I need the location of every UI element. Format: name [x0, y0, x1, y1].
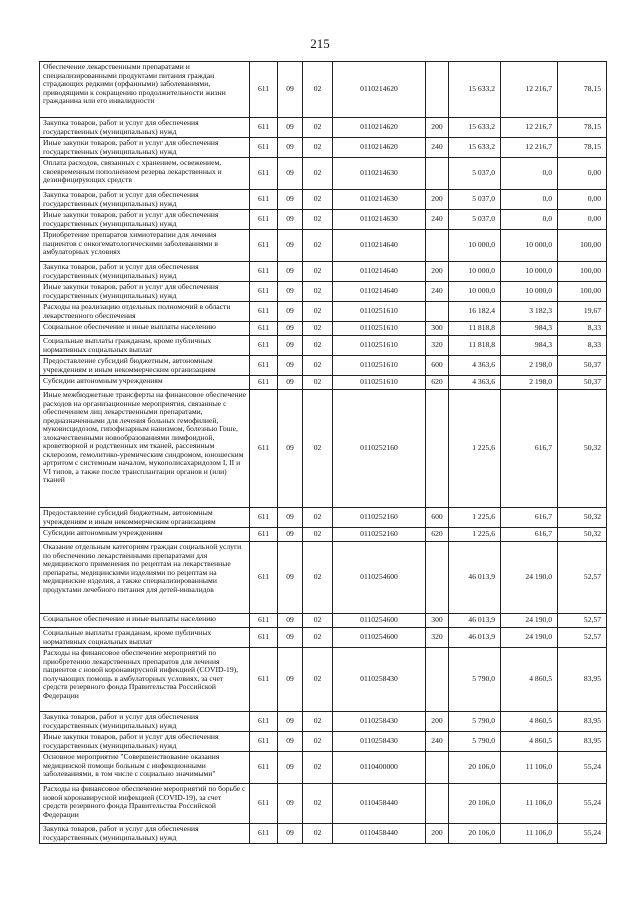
- executed-amount-cell: 3 182,3: [501, 302, 558, 322]
- expense-name-cell: Иные межбюджетные трансферты на финансовое обеспечение расходов на организационные мероприятия, связанные с обеспечением лиц лекарственными препаратами, предназначенными для лечения больных гемофилией, муковисцидозом, гипофизарным нанизмом, болезнью Гоше, злокачественными новообразованиями лимфоидной, кроветворной и родственных им тканей, рассеянным склерозом, гемолитико-уремическим синдромом, юношеским артритом с системным началом, мукополисахаридозом I, II и VI типов, а также после трансплантации органов и (или) тканей: [40, 390, 250, 508]
- execution-percent-cell: 50,37: [558, 356, 607, 376]
- executed-amount-cell: 2 198,0: [501, 356, 558, 376]
- target-article-cell: 0110214640: [333, 282, 426, 302]
- section-code-cell: 09: [278, 376, 303, 390]
- expense-name-cell: Социальные выплаты гражданам, кроме публичных нормативных социальных выплат: [40, 628, 250, 648]
- subsection-code-cell: 02: [303, 210, 333, 230]
- budget-table: [39, 61, 607, 844]
- subsection-code-cell: 02: [303, 648, 333, 712]
- ministry-code-cell: 611: [250, 528, 278, 542]
- expense-type-cell: 240: [426, 210, 449, 230]
- subsection-code-cell: 02: [303, 190, 333, 210]
- execution-percent-cell: 0,00: [558, 210, 607, 230]
- expense-name-cell: Расходы на финансовое обеспечение мероприятий по приобретению лекарственных препаратов для лечения пациентов с новой коронавирусной инфекцией (COVID-19), получающих помощь в амбулаторных условиях, за счет средств резервного фонда Правительства Российской Федерации: [40, 648, 250, 712]
- page-number: 215: [310, 36, 330, 51]
- executed-amount-cell: 984,3: [501, 322, 558, 336]
- table-row: [40, 230, 607, 262]
- expense-name-cell: Закупка товаров, работ и услуг для обеспечения государственных (муниципальных) нужд: [40, 190, 250, 210]
- expense-type-cell: [426, 542, 449, 614]
- expense-name-cell: Расходы на реализацию отдельных полномочий в области лекарственного обеспечения: [40, 302, 250, 322]
- section-code-cell: 09: [278, 158, 303, 190]
- expense-type-cell: 200: [426, 824, 449, 844]
- planned-amount-cell: 11 818,8: [449, 336, 501, 356]
- executed-amount-cell: 984,3: [501, 336, 558, 356]
- planned-amount-cell: 11 818,8: [449, 322, 501, 336]
- ministry-code-cell: 611: [250, 282, 278, 302]
- subsection-code-cell: 02: [303, 356, 333, 376]
- executed-amount-cell: 4 860,5: [501, 648, 558, 712]
- subsection-code-cell: 02: [303, 628, 333, 648]
- expense-type-cell: [426, 390, 449, 508]
- planned-amount-cell: 1 225,6: [449, 508, 501, 528]
- target-article-cell: 0110254600: [333, 542, 426, 614]
- expense-type-cell: 300: [426, 614, 449, 628]
- subsection-code-cell: 02: [303, 282, 333, 302]
- subsection-code-cell: 02: [303, 542, 333, 614]
- planned-amount-cell: 16 182,4: [449, 302, 501, 322]
- expense-type-cell: 620: [426, 376, 449, 390]
- target-article-cell: 0110400000: [333, 752, 426, 784]
- target-article-cell: 0110258430: [333, 648, 426, 712]
- expense-type-cell: [426, 752, 449, 784]
- expense-name-cell: Расходы на финансовое обеспечение мероприятий по борьбе с новой коронавирусной инфекцией (COVID-19), за счет средств резервного фонда Правительства Российской Федерации: [40, 784, 250, 824]
- ministry-code-cell: 611: [250, 628, 278, 648]
- target-article-cell: 0110252160: [333, 528, 426, 542]
- execution-percent-cell: 50,32: [558, 508, 607, 528]
- section-code-cell: 09: [278, 262, 303, 282]
- executed-amount-cell: 24 190,0: [501, 614, 558, 628]
- ministry-code-cell: 611: [250, 158, 278, 190]
- target-article-cell: 0110258430: [333, 732, 426, 752]
- execution-percent-cell: 100,00: [558, 282, 607, 302]
- table-row: [40, 336, 607, 356]
- subsection-code-cell: 02: [303, 230, 333, 262]
- subsection-code-cell: 02: [303, 262, 333, 282]
- executed-amount-cell: 2 198,0: [501, 376, 558, 390]
- ministry-code-cell: 611: [250, 336, 278, 356]
- table-row: [40, 752, 607, 784]
- table-row: [40, 302, 607, 322]
- section-code-cell: 09: [278, 784, 303, 824]
- ministry-code-cell: 611: [250, 262, 278, 282]
- expense-name-cell: Основное мероприятие "Совершенствование оказания медицинской помощи больным с инфекционными заболеваниями, в том числе с социально значимыми": [40, 752, 250, 784]
- planned-amount-cell: 5 037,0: [449, 158, 501, 190]
- section-code-cell: 09: [278, 752, 303, 784]
- target-article-cell: 0110458440: [333, 824, 426, 844]
- table-row: [40, 542, 607, 614]
- expense-name-cell: Иные закупки товаров, работ и услуг для обеспечения государственных (муниципальных) нужд: [40, 138, 250, 158]
- target-article-cell: 0110254600: [333, 628, 426, 648]
- execution-percent-cell: 83,95: [558, 648, 607, 712]
- executed-amount-cell: 10 000,0: [501, 282, 558, 302]
- execution-percent-cell: 50,32: [558, 390, 607, 508]
- expense-type-cell: 200: [426, 118, 449, 138]
- expense-name-cell: Иные закупки товаров, работ и услуг для обеспечения государственных (муниципальных) нужд: [40, 210, 250, 230]
- ministry-code-cell: 611: [250, 118, 278, 138]
- executed-amount-cell: 12 216,7: [501, 118, 558, 138]
- expense-name-cell: Социальное обеспечение и иные выплаты населению: [40, 322, 250, 336]
- expense-type-cell: [426, 302, 449, 322]
- subsection-code-cell: 02: [303, 302, 333, 322]
- subsection-code-cell: 02: [303, 732, 333, 752]
- planned-amount-cell: 10 000,0: [449, 282, 501, 302]
- expense-type-cell: 240: [426, 282, 449, 302]
- expense-name-cell: Субсидии автономным учреждениям: [40, 528, 250, 542]
- target-article-cell: 0110258430: [333, 712, 426, 732]
- subsection-code-cell: 02: [303, 614, 333, 628]
- expense-name-cell: Иные закупки товаров, работ и услуг для обеспечения государственных (муниципальных) нужд: [40, 732, 250, 752]
- execution-percent-cell: 52,57: [558, 542, 607, 614]
- execution-percent-cell: 50,32: [558, 528, 607, 542]
- section-code-cell: 09: [278, 356, 303, 376]
- expense-name-cell: Социальное обеспечение и иные выплаты населению: [40, 614, 250, 628]
- target-article-cell: 0110252160: [333, 390, 426, 508]
- planned-amount-cell: 46 013,9: [449, 542, 501, 614]
- execution-percent-cell: 55,24: [558, 752, 607, 784]
- execution-percent-cell: 83,95: [558, 712, 607, 732]
- expense-type-cell: 200: [426, 712, 449, 732]
- subsection-code-cell: 02: [303, 118, 333, 138]
- execution-percent-cell: 78,15: [558, 118, 607, 138]
- planned-amount-cell: 20 106,0: [449, 824, 501, 844]
- table-row: [40, 648, 607, 712]
- section-code-cell: 09: [278, 732, 303, 752]
- executed-amount-cell: 24 190,0: [501, 542, 558, 614]
- execution-percent-cell: 78,15: [558, 62, 607, 118]
- execution-percent-cell: 100,00: [558, 230, 607, 262]
- ministry-code-cell: 611: [250, 784, 278, 824]
- subsection-code-cell: 02: [303, 824, 333, 844]
- expense-type-cell: 320: [426, 628, 449, 648]
- target-article-cell: 0110251610: [333, 322, 426, 336]
- section-code-cell: 09: [278, 322, 303, 336]
- executed-amount-cell: 11 106,0: [501, 784, 558, 824]
- section-code-cell: 09: [278, 138, 303, 158]
- planned-amount-cell: 15 633,2: [449, 62, 501, 118]
- target-article-cell: 0110251610: [333, 302, 426, 322]
- executed-amount-cell: 0,0: [501, 158, 558, 190]
- execution-percent-cell: 0,00: [558, 190, 607, 210]
- subsection-code-cell: 02: [303, 322, 333, 336]
- section-code-cell: 09: [278, 390, 303, 508]
- expense-name-cell: Субсидии автономным учреждениям: [40, 376, 250, 390]
- target-article-cell: 0110251610: [333, 376, 426, 390]
- executed-amount-cell: 4 860,5: [501, 712, 558, 732]
- planned-amount-cell: 5 037,0: [449, 190, 501, 210]
- planned-amount-cell: 4 363,6: [449, 376, 501, 390]
- ministry-code-cell: 611: [250, 190, 278, 210]
- expense-type-cell: 600: [426, 508, 449, 528]
- planned-amount-cell: 1 225,6: [449, 528, 501, 542]
- expense-name-cell: Закупка товаров, работ и услуг для обеспечения государственных (муниципальных) нужд: [40, 262, 250, 282]
- section-code-cell: 09: [278, 336, 303, 356]
- execution-percent-cell: 83,95: [558, 732, 607, 752]
- target-article-cell: 0110252160: [333, 508, 426, 528]
- planned-amount-cell: 20 106,0: [449, 752, 501, 784]
- expense-type-cell: 240: [426, 732, 449, 752]
- expense-name-cell: Предоставление субсидий бюджетным, автономным учреждениям и иным некоммерческим организациям: [40, 356, 250, 376]
- section-code-cell: 09: [278, 824, 303, 844]
- expense-type-cell: 600: [426, 356, 449, 376]
- executed-amount-cell: 0,0: [501, 190, 558, 210]
- section-code-cell: 09: [278, 614, 303, 628]
- execution-percent-cell: 8,33: [558, 322, 607, 336]
- ministry-code-cell: 611: [250, 138, 278, 158]
- section-code-cell: 09: [278, 118, 303, 138]
- table-row: [40, 712, 607, 732]
- planned-amount-cell: 20 106,0: [449, 784, 501, 824]
- ministry-code-cell: 611: [250, 614, 278, 628]
- subsection-code-cell: 02: [303, 158, 333, 190]
- expense-type-cell: 320: [426, 336, 449, 356]
- section-code-cell: 09: [278, 210, 303, 230]
- table-row: [40, 322, 607, 336]
- ministry-code-cell: 611: [250, 752, 278, 784]
- table-row: [40, 376, 607, 390]
- executed-amount-cell: 0,0: [501, 210, 558, 230]
- expense-type-cell: 200: [426, 190, 449, 210]
- planned-amount-cell: 15 633,2: [449, 138, 501, 158]
- section-code-cell: 09: [278, 628, 303, 648]
- target-article-cell: 0110214640: [333, 262, 426, 282]
- executed-amount-cell: 10 000,0: [501, 262, 558, 282]
- subsection-code-cell: 02: [303, 390, 333, 508]
- subsection-code-cell: 02: [303, 336, 333, 356]
- table-row: [40, 784, 607, 824]
- expense-type-cell: 300: [426, 322, 449, 336]
- ministry-code-cell: 611: [250, 648, 278, 712]
- target-article-cell: 0110214640: [333, 230, 426, 262]
- expense-type-cell: [426, 648, 449, 712]
- table-row: [40, 390, 607, 508]
- ministry-code-cell: 611: [250, 356, 278, 376]
- table-row: [40, 614, 607, 628]
- execution-percent-cell: 52,57: [558, 614, 607, 628]
- ministry-code-cell: 611: [250, 230, 278, 262]
- table-row: [40, 732, 607, 752]
- budget-table-body: [40, 62, 607, 844]
- expense-name-cell: Приобретение препаратов химиотерапии для лечения пациентов с онкогематологическими заболеваниями в амбулаторных условиях: [40, 230, 250, 262]
- planned-amount-cell: 5 790,0: [449, 732, 501, 752]
- section-code-cell: 09: [278, 648, 303, 712]
- target-article-cell: 0110214620: [333, 62, 426, 118]
- table-row: [40, 138, 607, 158]
- execution-percent-cell: 78,15: [558, 138, 607, 158]
- executed-amount-cell: 24 190,0: [501, 628, 558, 648]
- subsection-code-cell: 02: [303, 712, 333, 732]
- expense-name-cell: Оказание отдельным категориям граждан социальной услуги по обеспечению лекарственными препаратами для медицинского применения по рецептам на лекарственные препараты, медицинскими изделиями по рецептам на медицинские изделия, а также специализированными продуктами лечебного питания для детей-инвалидов: [40, 542, 250, 614]
- table-row: [40, 282, 607, 302]
- executed-amount-cell: 616,7: [501, 390, 558, 508]
- subsection-code-cell: 02: [303, 528, 333, 542]
- ministry-code-cell: 611: [250, 508, 278, 528]
- section-code-cell: 09: [278, 302, 303, 322]
- target-article-cell: 0110458440: [333, 784, 426, 824]
- execution-percent-cell: 55,24: [558, 784, 607, 824]
- expense-name-cell: Закупка товаров, работ и услуг для обеспечения государственных (муниципальных) нужд: [40, 118, 250, 138]
- table-row: [40, 190, 607, 210]
- subsection-code-cell: 02: [303, 784, 333, 824]
- table-row: [40, 262, 607, 282]
- planned-amount-cell: 4 363,6: [449, 356, 501, 376]
- table-row: [40, 824, 607, 844]
- ministry-code-cell: 611: [250, 376, 278, 390]
- ministry-code-cell: 611: [250, 210, 278, 230]
- expense-type-cell: 200: [426, 262, 449, 282]
- planned-amount-cell: 5 790,0: [449, 712, 501, 732]
- subsection-code-cell: 02: [303, 508, 333, 528]
- table-row: [40, 528, 607, 542]
- executed-amount-cell: 12 216,7: [501, 138, 558, 158]
- target-article-cell: 0110214620: [333, 138, 426, 158]
- executed-amount-cell: 4 860,5: [501, 732, 558, 752]
- table-row: [40, 62, 607, 118]
- planned-amount-cell: 46 013,9: [449, 628, 501, 648]
- table-row: [40, 356, 607, 376]
- expense-name-cell: Социальные выплаты гражданам, кроме публичных нормативных социальных выплат: [40, 336, 250, 356]
- planned-amount-cell: 5 037,0: [449, 210, 501, 230]
- ministry-code-cell: 611: [250, 712, 278, 732]
- ministry-code-cell: 611: [250, 824, 278, 844]
- executed-amount-cell: 11 106,0: [501, 752, 558, 784]
- target-article-cell: 0110214630: [333, 210, 426, 230]
- expense-name-cell: Закупка товаров, работ и услуг для обеспечения государственных (муниципальных) нужд: [40, 712, 250, 732]
- section-code-cell: 09: [278, 230, 303, 262]
- execution-percent-cell: 19,67: [558, 302, 607, 322]
- expense-type-cell: [426, 230, 449, 262]
- execution-percent-cell: 8,33: [558, 336, 607, 356]
- ministry-code-cell: 611: [250, 542, 278, 614]
- expense-type-cell: [426, 784, 449, 824]
- target-article-cell: 0110214630: [333, 190, 426, 210]
- planned-amount-cell: 15 633,2: [449, 118, 501, 138]
- section-code-cell: 09: [278, 542, 303, 614]
- ministry-code-cell: 611: [250, 302, 278, 322]
- table-row: [40, 210, 607, 230]
- planned-amount-cell: 1 225,6: [449, 390, 501, 508]
- execution-percent-cell: 55,24: [558, 824, 607, 844]
- planned-amount-cell: 5 790,0: [449, 648, 501, 712]
- target-article-cell: 0110214620: [333, 118, 426, 138]
- expense-type-cell: [426, 158, 449, 190]
- executed-amount-cell: 616,7: [501, 528, 558, 542]
- section-code-cell: 09: [278, 508, 303, 528]
- expense-type-cell: 240: [426, 138, 449, 158]
- table-row: [40, 118, 607, 138]
- planned-amount-cell: 46 013,9: [449, 614, 501, 628]
- expense-type-cell: 620: [426, 528, 449, 542]
- ministry-code-cell: 611: [250, 62, 278, 118]
- target-article-cell: 0110251610: [333, 356, 426, 376]
- table-row: [40, 508, 607, 528]
- section-code-cell: 09: [278, 712, 303, 732]
- expense-name-cell: Оплата расходов, связанных с хранением, освежением, своевременным пополнением резерва лекарственных и дезинфицирующих средств: [40, 158, 250, 190]
- planned-amount-cell: 10 000,0: [449, 230, 501, 262]
- planned-amount-cell: 10 000,0: [449, 262, 501, 282]
- section-code-cell: 09: [278, 528, 303, 542]
- section-code-cell: 09: [278, 282, 303, 302]
- expense-name-cell: Обеспечение лекарственными препаратами и специализированными продуктами питания граждан страдающих редкими (орфанными) заболеваниями, приводящими к сокращению продолжительности жизни гражданина или его инвалидности: [40, 62, 250, 118]
- expense-name-cell: Иные закупки товаров, работ и услуг для обеспечения государственных (муниципальных) нужд: [40, 282, 250, 302]
- subsection-code-cell: 02: [303, 62, 333, 118]
- subsection-code-cell: 02: [303, 752, 333, 784]
- execution-percent-cell: 0,00: [558, 158, 607, 190]
- executed-amount-cell: 11 106,0: [501, 824, 558, 844]
- ministry-code-cell: 611: [250, 732, 278, 752]
- section-code-cell: 09: [278, 62, 303, 118]
- target-article-cell: 0110254600: [333, 614, 426, 628]
- ministry-code-cell: 611: [250, 390, 278, 508]
- executed-amount-cell: 10 000,0: [501, 230, 558, 262]
- subsection-code-cell: 02: [303, 376, 333, 390]
- expense-type-cell: [426, 62, 449, 118]
- executed-amount-cell: 616,7: [501, 508, 558, 528]
- section-code-cell: 09: [278, 190, 303, 210]
- target-article-cell: 0110251610: [333, 336, 426, 356]
- ministry-code-cell: 611: [250, 322, 278, 336]
- executed-amount-cell: 12 216,7: [501, 62, 558, 118]
- expense-name-cell: Закупка товаров, работ и услуг для обеспечения государственных (муниципальных) нужд: [40, 824, 250, 844]
- subsection-code-cell: 02: [303, 138, 333, 158]
- table-row: [40, 158, 607, 190]
- execution-percent-cell: 50,37: [558, 376, 607, 390]
- expense-name-cell: Предоставление субсидий бюджетным, автономным учреждениям и иным некоммерческим организациям: [40, 508, 250, 528]
- execution-percent-cell: 100,00: [558, 262, 607, 282]
- table-row: [40, 628, 607, 648]
- execution-percent-cell: 52,57: [558, 628, 607, 648]
- target-article-cell: 0110214630: [333, 158, 426, 190]
